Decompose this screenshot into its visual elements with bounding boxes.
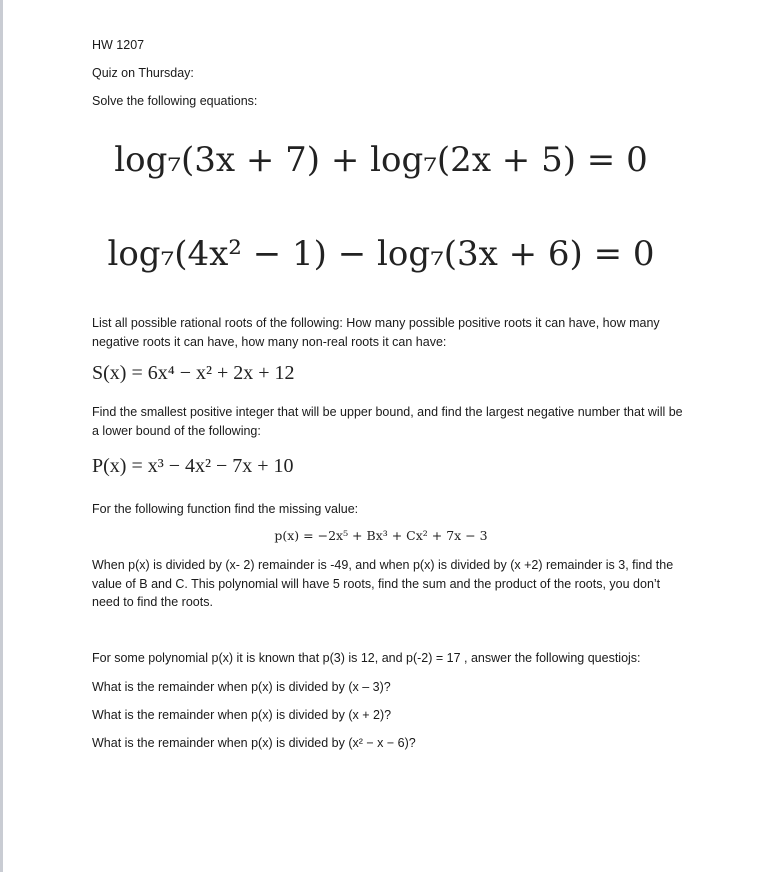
equation-1: log₇(3x + 7) + log₇(2x + 5) = 0 [114,140,648,180]
homework-title: HW 1207 [92,38,145,52]
quiz-note: Quiz on Thursday: [92,66,194,80]
remainder-question-1: What is the remainder when p(x) is divided by (x – 3)? [92,680,391,694]
function-s: S(x) = 6x⁴ − x² + 2x + 12 [92,362,295,384]
missing-value-prompt: For the following function find the missing value: [92,502,359,516]
instruction-solve: Solve the following equations: [92,94,258,108]
bounds-prompt: Find the smallest positive integer that will be upper bound, and find the largest negative number that will be a lower bound of the following: [92,405,683,438]
missing-value-details: When p(x) is divided by (x- 2) remainder is -49, and when p(x) is divided by (x +2) remainder is 3, find the value of B and C. This polynomial will have 5 roots, find the sum and the product of the roots, you don’t need to find the roots. [92,558,674,609]
function-p: P(x) = x³ − 4x² − 7x + 10 [92,455,294,477]
remainder-question-3: What is the remainder when p(x) is divided by (x² − x − 6)? [92,736,416,750]
remainder-question-2: What is the remainder when p(x) is divided by (x + 2)? [92,708,392,722]
equation-2: log₇(4x² − 1) − log₇(3x + 6) = 0 [107,234,655,274]
function-p-lower: p(x) = −2x⁵ + Bx³ + Cx² + 7x − 3 [274,528,488,543]
remainder-intro: For some polynomial p(x) it is known that p(3) is 12, and p(-2) = 17 , answer the following questiojs: [92,651,641,665]
rational-roots-prompt: List all possible rational roots of the following: How many possible positive roots it can have, how many negative roots it can have, how many non-real roots it can have: [92,316,660,349]
